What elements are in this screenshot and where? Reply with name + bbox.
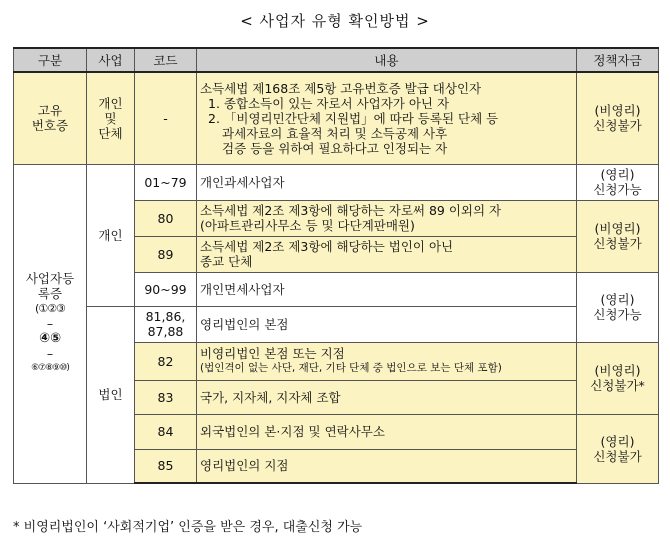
content-cell: 영리법인의 지점 xyxy=(197,449,577,483)
page-title: < 사업자 유형 확인방법 > xyxy=(240,12,430,30)
content-cell: 개인면세사업자 xyxy=(197,272,577,306)
code-cell: - xyxy=(135,72,197,164)
table-row xyxy=(14,306,659,342)
code-cell: 83 xyxy=(135,380,197,414)
content-cell: 소득세법 제2조 제3항에 해당하는 법인이 아닌 종교 단체 xyxy=(197,236,577,272)
business-type-table xyxy=(13,47,659,484)
content-cell: 비영리법인 본점 또는 지점 (법인격이 없는 사단, 재단, 기타 단체 중 법인으로 보는 단체 포함) xyxy=(197,342,577,380)
code-cell: 85 xyxy=(135,449,197,483)
content-cell: 국가, 지자체, 지자체 조합 xyxy=(197,380,577,414)
business-unique: 개인 및 단체 xyxy=(87,72,135,164)
fund-cell: (비영리) 신청불가* xyxy=(577,342,659,414)
fund-cell: (비영리) 신청불가 xyxy=(577,72,659,164)
table-row xyxy=(14,164,659,200)
table-row xyxy=(14,72,659,164)
content-cell: 영리법인의 본점 xyxy=(197,306,577,342)
business-corporate: 법인 xyxy=(87,306,135,483)
header-business: 사업 xyxy=(87,48,135,72)
content-cell: 소득세법 제2조 제3항에 해당하는 자로써 89 이외의 자 (아파트관리사무소 등 및 다단계판매원) xyxy=(197,200,577,236)
code-cell: 81,86, 87,88 xyxy=(135,306,197,342)
header-fund: 정책자금 xyxy=(577,48,659,72)
header-category: 구분 xyxy=(14,48,87,72)
code-cell: 84 xyxy=(135,414,197,449)
content-cell: 개인과세사업자 xyxy=(197,164,577,200)
content-cell: 소득세법 제168조 제5항 고유번호증 발급 대상인자 1. 종합소득이 있는 자로서 사업자가 아닌 자 2. 「비영리민간단체 지원법」에 따라 등록된 단체 등 과세자료의 효율적 처리 및 소득공제 사후 검증 등을 위하여 필요하다고 인정되는 자 xyxy=(197,72,577,164)
fund-cell: (영리) 신청가능 xyxy=(577,272,659,342)
fund-cell: (영리) 신청불가 xyxy=(577,414,659,483)
header-code: 코드 xyxy=(135,48,197,72)
fund-cell: (비영리) 신청불가 xyxy=(577,200,659,272)
category-registered: 사업자등 록증 (①②③ – ④⑤ – ⑥⑦⑧⑨⑩) xyxy=(14,164,87,483)
code-cell: 80 xyxy=(135,200,197,236)
code-cell: 89 xyxy=(135,236,197,272)
code-cell: 01~79 xyxy=(135,164,197,200)
table-header-row xyxy=(14,48,659,72)
category-unique: 고유 번호증 xyxy=(14,72,87,164)
code-cell: 82 xyxy=(135,342,197,380)
fund-cell: (영리) 신청가능 xyxy=(577,164,659,200)
content-cell: 외국법인의 본·지점 및 연락사무소 xyxy=(197,414,577,449)
header-content: 내용 xyxy=(197,48,577,72)
business-individual: 개인 xyxy=(87,164,135,306)
footnote: * 비영리법인이 ‘사회적기업’ 인증을 받은 경우, 대출신청 가능 xyxy=(13,520,363,535)
code-cell: 90~99 xyxy=(135,272,197,306)
